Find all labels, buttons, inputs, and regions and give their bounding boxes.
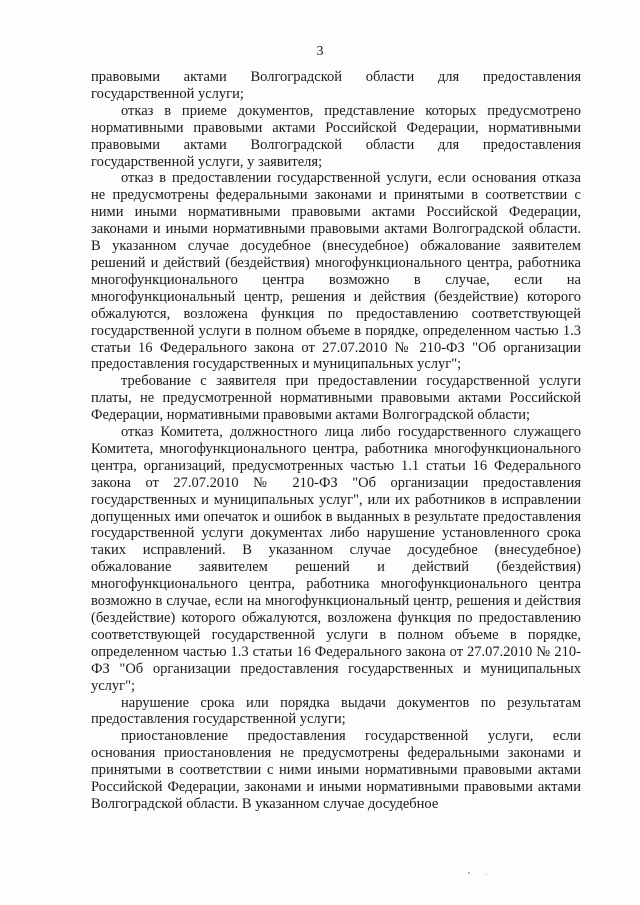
scan-speck xyxy=(486,874,487,875)
paragraph-acts-continuation: правовыми актами Волгоградской области для предоставления государственной услуги; xyxy=(91,69,581,102)
document-body xyxy=(91,69,581,813)
page-number: 3 xyxy=(316,44,324,59)
scan-speck xyxy=(468,872,470,874)
paragraph-issuance-violation: нарушение срока или порядка выдачи документов по результатам предоставления государственной услуги; xyxy=(91,694,581,728)
paragraph-refusal-documents: отказ в приеме документов, представление которых предусмотрено нормативными правовыми актами Российской Федерации, нормативными правовыми актами Волгоградской области для предоставления государственной услуги, у заявителя; xyxy=(91,102,581,170)
paragraph-fee-requirement: требование с заявителя при предоставлении государственной услуги платы, не предусмотренной нормативными правовыми актами Российской Федерации, нормативными правовыми актами Волгоградской области; xyxy=(91,373,581,424)
paragraph-suspension: приостановление предоставления государственной услуги, если основания приостановления не предусмотрены федеральными законами и принятыми в соответствии с ними иными нормативными правовыми актами Российской Федерации, законами и иными нормативными правовыми актами Волгоградской области. В указанном случае досудебное xyxy=(91,728,581,812)
paragraph-refusal-service: отказ в предоставлении государственной услуги, если основания отказа не предусмотрены федеральными законами и принятыми в соответствии с ними иными нормативными правовыми актами Российской Федерации, законами и иными нормативными правовыми актами Волгоградской области. В указанном случае досудебное (внесудебное) обжалование заявителем решений и действий (бездействия) многофункционального центра, работника многофункционального центра возможно в случае, если на многофункциональный центр, решения и действия (бездействие) которого обжалуются, возложена функция по предоставлению соответствующей государственной услуги в полном объеме в порядке, определенном частью 1.3 статьи 16 Федерального закона от 27.07.2010 № 210-ФЗ "Об организации предоставления государственных и муниципальных услуг"; xyxy=(91,170,581,373)
paragraph-refusal-corrections: отказ Комитета, должностного лица либо государственного служащего Комитета, многофункционального центра, работника многофункционального центра, организаций, предусмотренных частью 1.1 статьи 16 Федерального закона от 27.07.2010 № 210-ФЗ "Об организации предоставления государственных и муниципальных услуг", или их работников в исправлении допущенных ими опечаток и ошибок в выданных в результате предоставления государственной услуги документах либо нарушение установленного срока таких исправлений. В указанном случае досудебное (внесудебное) обжалование заявителем решений и действий (бездействия) многофункционального центра, работника многофункционального центра возможно в случае, если на многофункциональный центр, решения и действия (бездействие) которого обжалуются, возложена функция по предоставлению соответствующей государственной услуги в полном объеме в порядке, определенном частью 1.3 статьи 16 Федерального закона от 27.07.2010 № 210-ФЗ "Об организации предоставления государственных и муниципальных услуг"; xyxy=(91,424,581,694)
